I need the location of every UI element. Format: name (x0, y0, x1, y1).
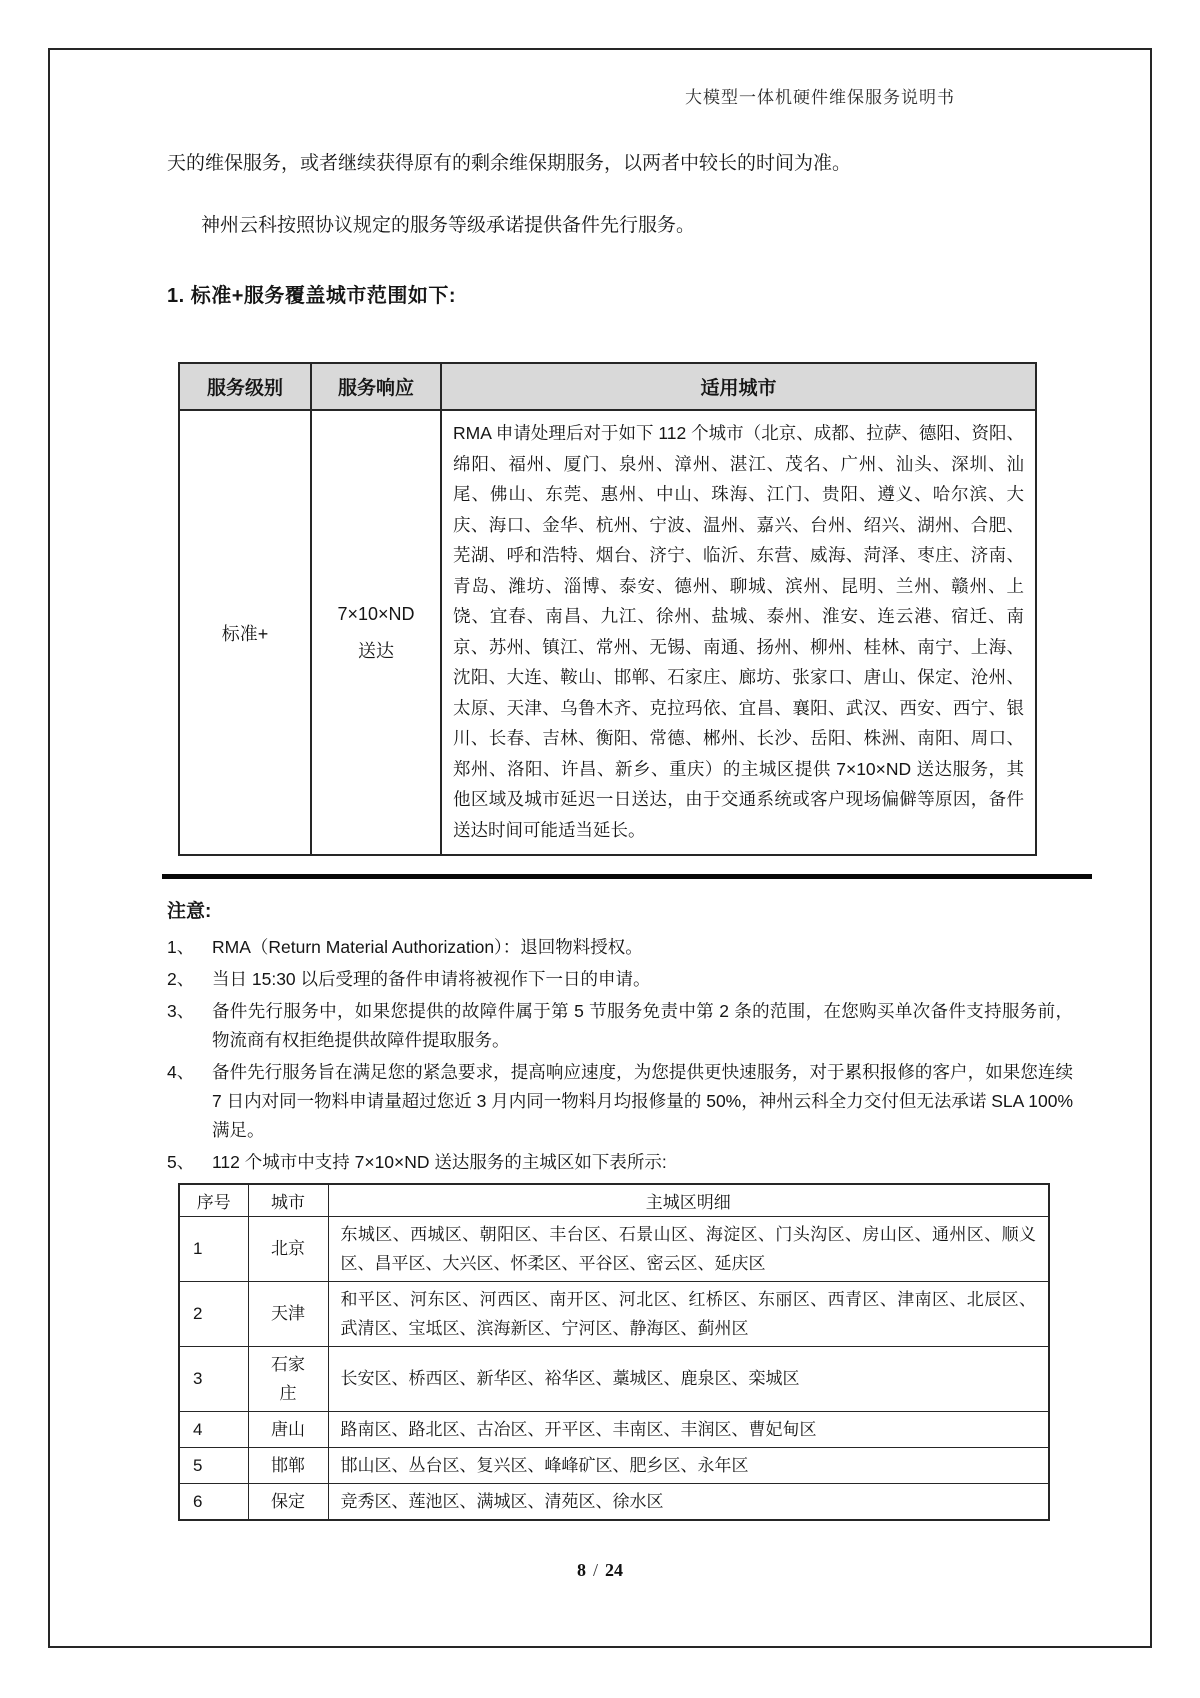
note-item (167, 1148, 1073, 1177)
district-table-row (179, 1411, 1049, 1447)
district-table-row (179, 1281, 1049, 1346)
intro-paragraph-2: 神州云科按照协议规定的服务等级承诺提供备件先行服务。 (201, 215, 696, 236)
district-row-districts: 东城区、西城区、朝阳区、丰台区、石景山区、海淀区、门头沟区、房山区、通州区、顺义区、昌平区、大兴区、怀柔区、平谷区、密云区、延庆区 (328, 1216, 1049, 1281)
district-row-number: 4 (179, 1411, 248, 1447)
district-row-number: 5 (179, 1447, 248, 1483)
note-text: RMA（Return Material Authorization）：退回物料授权。 (212, 937, 643, 957)
district-table-body (179, 1216, 1049, 1520)
note-item (167, 965, 1073, 994)
service-level-cell: 标准+ (179, 410, 311, 855)
doc-header-title: 大模型一体机硬件维保服务说明书 (685, 88, 955, 107)
section-divider-rule (162, 874, 1092, 879)
footer-total-pages: 24 (605, 1560, 623, 1580)
service-table-header-response: 服务响应 (311, 363, 441, 410)
district-table (178, 1183, 1050, 1521)
service-cities-cell: RMA 申请处理后对于如下 112 个城市（北京、成都、拉萨、德阳、资阳、绵阳、福州、厦门、泉州、漳州、湛江、茂名、广州、汕头、深圳、汕尾、佛山、东莞、惠州、中山、珠海、江门、贵阳、遵义、哈尔滨、大庆、海口、金华、杭州、宁波、温州、嘉兴、台州、绍兴、湖州、合肥、芜湖、呼和浩特、烟台、济宁、临沂、东营、威海、菏泽、枣庄、济南、青岛、潍坊、淄博、泰安、德州、聊城、滨州、昆明、兰州、赣州、上饶、宜春、南昌、九江、徐州、盐城、泰州、淮安、连云港、宿迁、南京、苏州、镇江、常州、无锡、南通、扬州、柳州、桂林、南宁、上海、沈阳、大连、鞍山、邯郸、石家庄、廊坊、张家口、唐山、保定、沧州、太原、天津、乌鲁木齐、克拉玛依、宜昌、襄阳、武汉、西安、西宁、银川、长春、吉林、衡阳、常德、郴州、长沙、岳阳、株洲、南阳、周口、郑州、洛阳、许昌、新乡、重庆）的主城区提供 7×10×ND 送达服务，其他区域及城市延迟一日送达，由于交通系统或客户现场偏僻等原因，备件送达时间可能适当延长。 (441, 410, 1036, 855)
district-row-city: 保定 (248, 1483, 328, 1520)
service-table-header-cities: 适用城市 (441, 363, 1036, 410)
section-heading: 1. 标准+服务覆盖城市范围如下: (167, 285, 457, 307)
note-number: 1、 (167, 937, 195, 957)
service-coverage-table (178, 362, 1037, 856)
district-row-number: 2 (179, 1281, 248, 1346)
note-item (167, 933, 1073, 962)
note-text: 112 个城市中支持 7×10×ND 送达服务的主城区如下表所示: (212, 1152, 667, 1172)
district-row-city: 天津 (248, 1281, 328, 1346)
note-number: 3、 (167, 1001, 195, 1021)
district-table-header-districts: 主城区明细 (328, 1184, 1049, 1216)
district-row-number: 6 (179, 1483, 248, 1520)
note-item (167, 997, 1073, 1055)
service-table-header-level: 服务级别 (179, 363, 311, 410)
district-row-districts: 邯山区、丛台区、复兴区、峰峰矿区、肥乡区、永年区 (328, 1447, 1049, 1483)
note-item (167, 1058, 1073, 1145)
district-table-row (179, 1216, 1049, 1281)
service-table-header-row (179, 363, 1036, 410)
service-response-line1: 7×10×ND (337, 603, 415, 624)
district-row-districts: 长安区、桥西区、新华区、裕华区、藁城区、鹿泉区、栾城区 (328, 1346, 1049, 1411)
district-table-header-row (179, 1184, 1049, 1216)
district-row-number: 3 (179, 1346, 248, 1411)
notes-label: 注意: (167, 901, 212, 922)
service-response-cell (311, 410, 441, 855)
service-response-line2: 送达 (358, 640, 394, 661)
district-row-districts: 竞秀区、莲池区、满城区、清苑区、徐水区 (328, 1483, 1049, 1520)
district-table-header-no: 序号 (179, 1184, 248, 1216)
district-table-row (179, 1346, 1049, 1411)
district-row-city: 邯郸 (248, 1447, 328, 1483)
district-table-header-city: 城市 (248, 1184, 328, 1216)
district-row-districts: 和平区、河东区、河西区、南开区、河北区、红桥区、东丽区、西青区、津南区、北辰区、武清区、宝坻区、滨海新区、宁河区、静海区、蓟州区 (328, 1281, 1049, 1346)
note-text: 备件先行服务中，如果您提供的故障件属于第 5 节服务免责中第 2 条的范围，在您购买单次备件支持服务前，物流商有权拒绝提供故障件提取服务。 (212, 1001, 1073, 1050)
note-number: 4、 (167, 1062, 195, 1082)
district-row-city: 唐山 (248, 1411, 328, 1447)
district-table-row (179, 1483, 1049, 1520)
district-row-city: 北京 (248, 1216, 328, 1281)
note-text: 备件先行服务旨在满足您的紧急要求，提高响应速度，为您提供更快速服务，对于累积报修的客户，如果您连续 7 日内对同一物料申请量超过您近 3 月内同一物料月均报修量的 50%，神州云科全力交付但无法承诺 SLA 100%满足。 (212, 1062, 1073, 1140)
district-table-row (179, 1447, 1049, 1483)
district-row-city: 石家庄 (248, 1346, 328, 1411)
note-number: 2、 (167, 969, 195, 989)
district-row-number: 1 (179, 1216, 248, 1281)
note-text: 当日 15:30 以后受理的备件申请将被视作下一日的申请。 (212, 969, 651, 989)
intro-paragraph-1: 天的维保服务，或者继续获得原有的剩余维保期服务，以两者中较长的时间为准。 (167, 153, 852, 174)
footer-current-page: 8 (576, 1560, 586, 1580)
note-number: 5、 (167, 1152, 195, 1172)
page-footer (0, 1560, 1200, 1581)
district-row-districts: 路南区、路北区、古冶区、开平区、丰南区、丰润区、曹妃甸区 (328, 1411, 1049, 1447)
footer-separator: / (592, 1560, 598, 1580)
service-table-row (179, 410, 1036, 855)
notes-list (167, 933, 1073, 1180)
